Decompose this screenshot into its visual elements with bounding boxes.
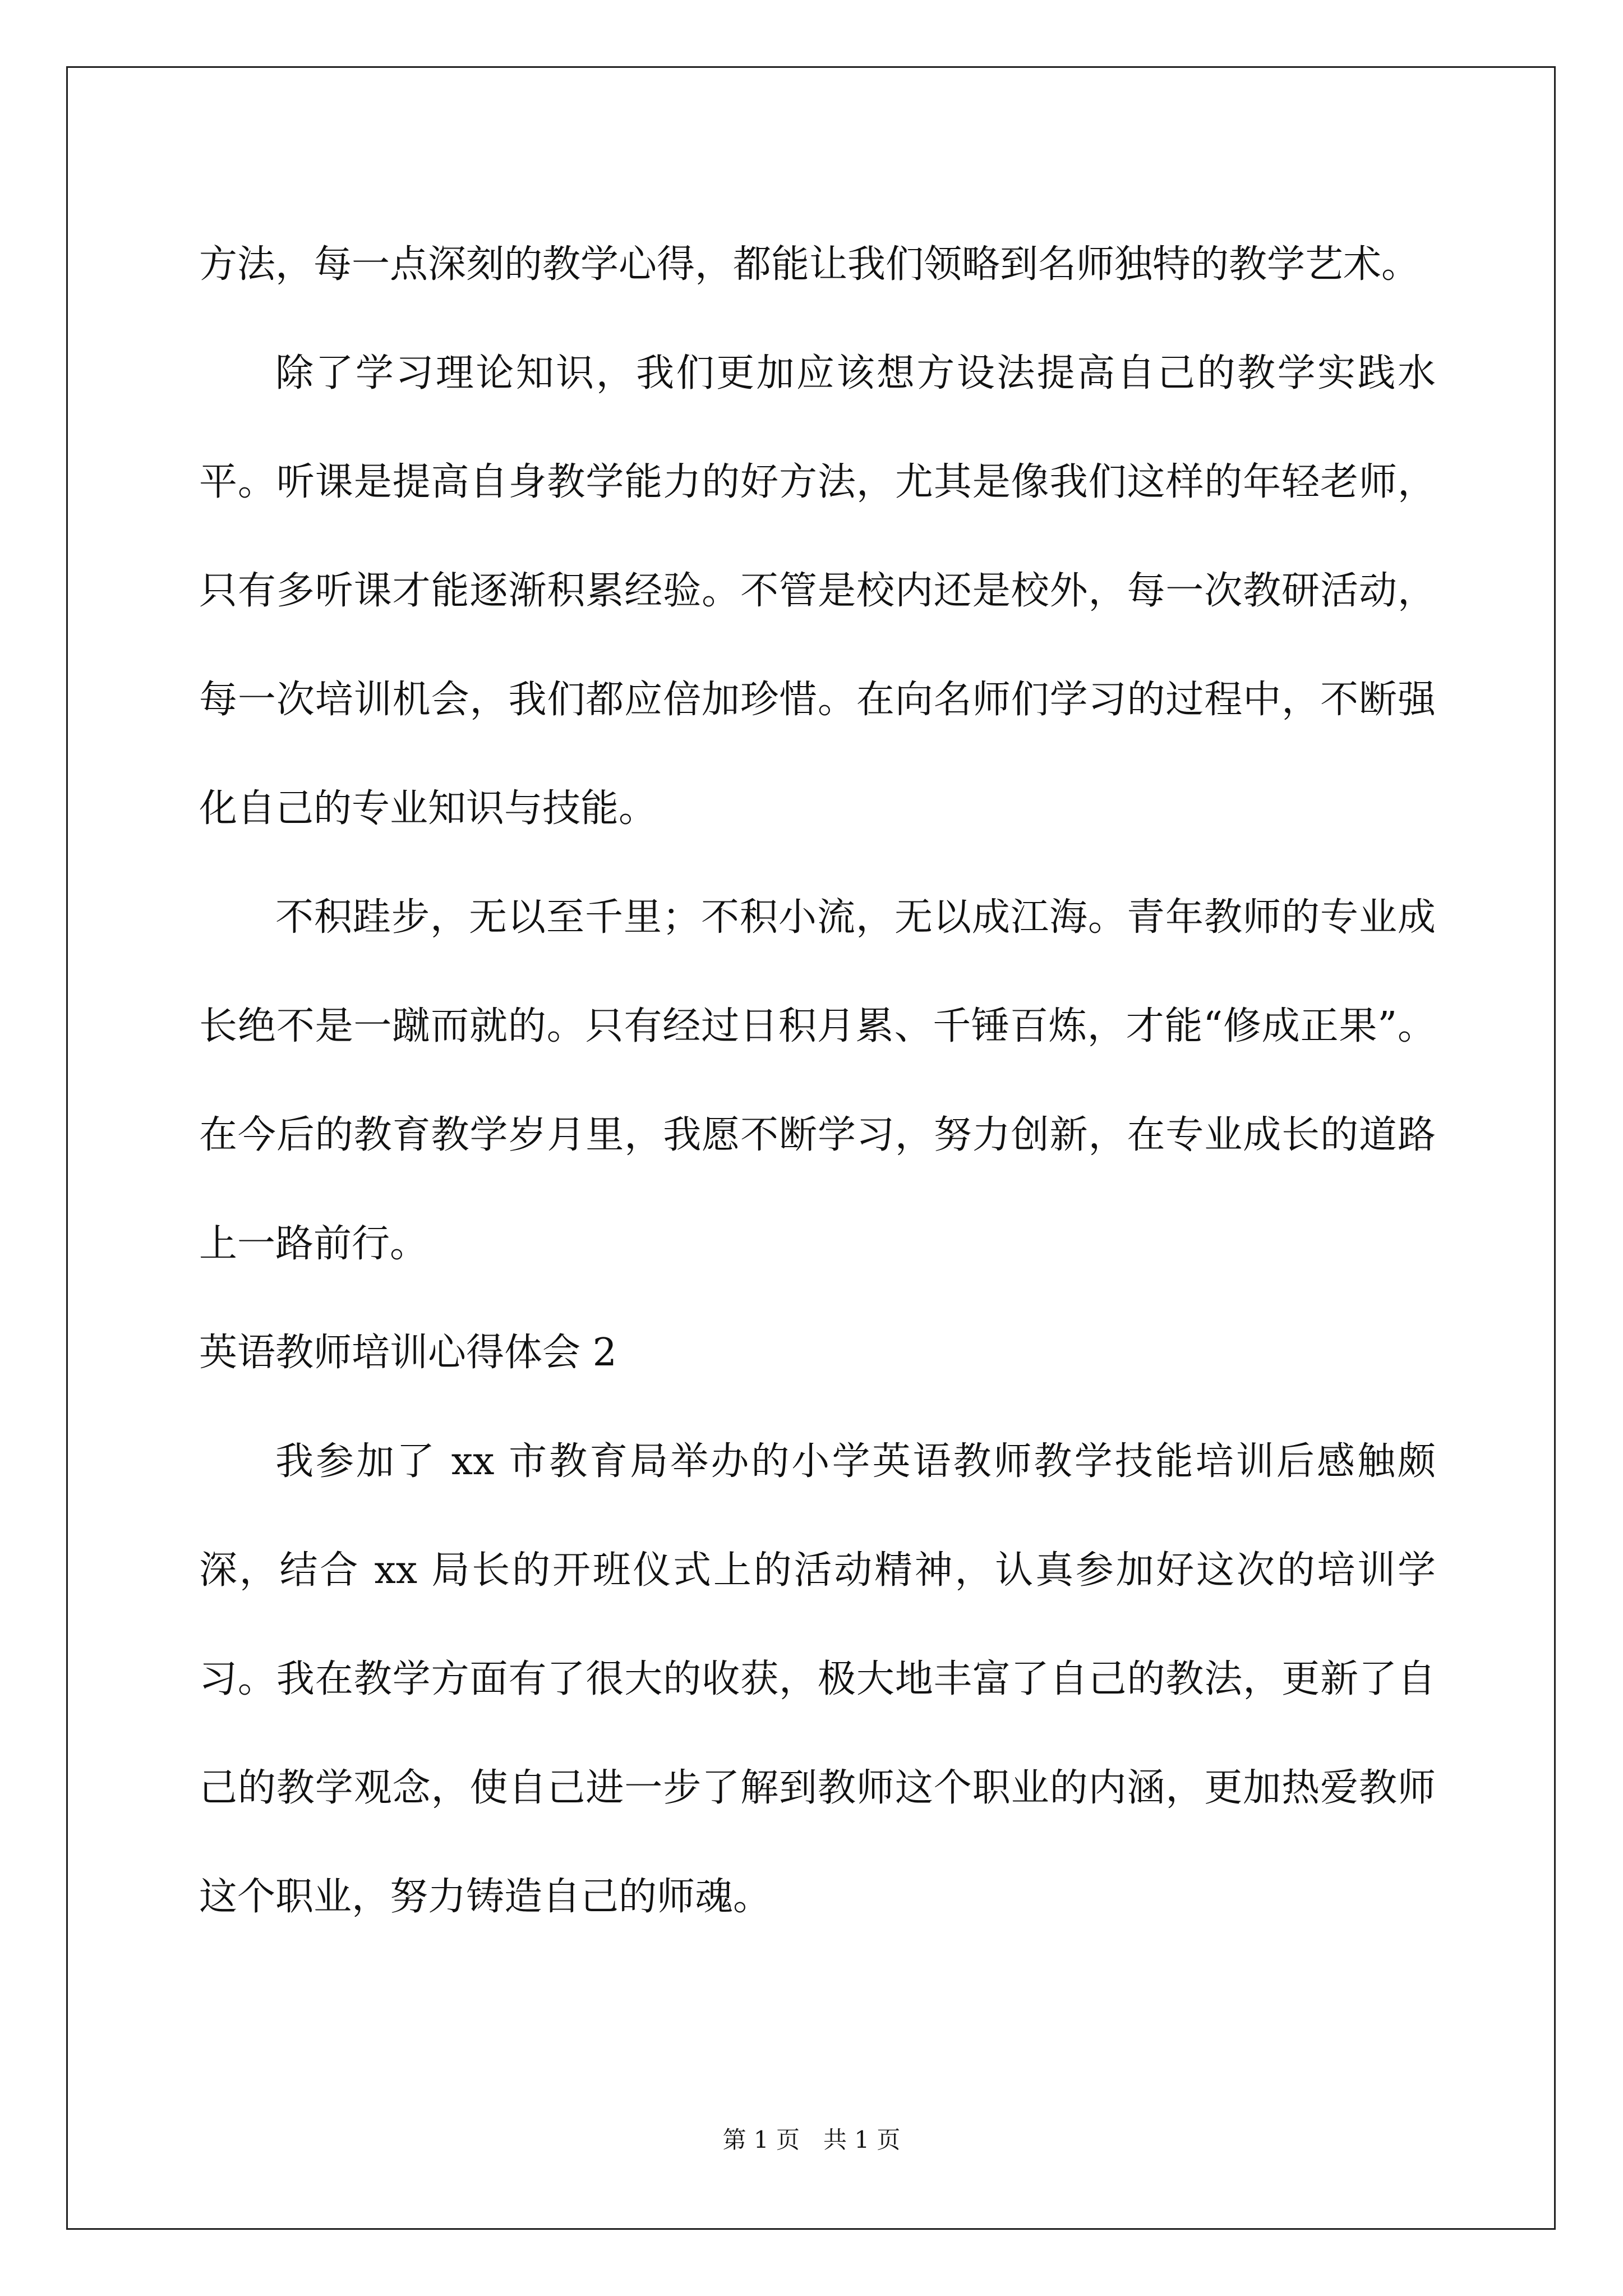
section-heading: 英语教师培训心得体会 2 (199, 1331, 617, 1375)
paragraph-2: 除了学习理论知识，我们更加应该想方设法提高自己的教学实践水平。听课是提高自身教学能力的好方法，尤其是像我们这样的年轻老师，只有多听课才能逐渐积累经验。不管是校内还是校外，每一次教研活动，每一次培训机会，我们都应倍加珍惜。在向名师们学习的过程中，不断强化自己的专业知识与技能。 (199, 351, 1436, 831)
document-body (199, 210, 1436, 1952)
paragraph-1: 方法，每一点深刻的教学心得，都能让我们领略到名师独特的教学艺术。 (199, 242, 1420, 287)
paragraph-3: 不积跬步，无以至千里；不积小流，无以成江海。青年教师的专业成长绝不是一蹴而就的。只有经过日积月累、千锤百炼，才能“修成正果”。在今后的教育教学岁月里，我愿不断学习，努力创新，在专业成长的道路上一路前行。 (199, 895, 1436, 1266)
page-footer (0, 2122, 1623, 2155)
page-number-label: 第 1 页 共 1 页 (722, 2126, 901, 2154)
paragraph-4: 我参加了 xx 市教育局举办的小学英语教师教学技能培训后感触颇深，结合 xx 局长的开班仪式上的活动精神，认真参加好这次的培训学习。我在教学方面有了很大的收获，极大地丰富了自己的教法，更新了自己的教学观念，使自己进一步了解到教师这个职业的内涵，更加热爱教师这个职业，努力铸造自己的师魂。 (199, 1439, 1436, 1919)
